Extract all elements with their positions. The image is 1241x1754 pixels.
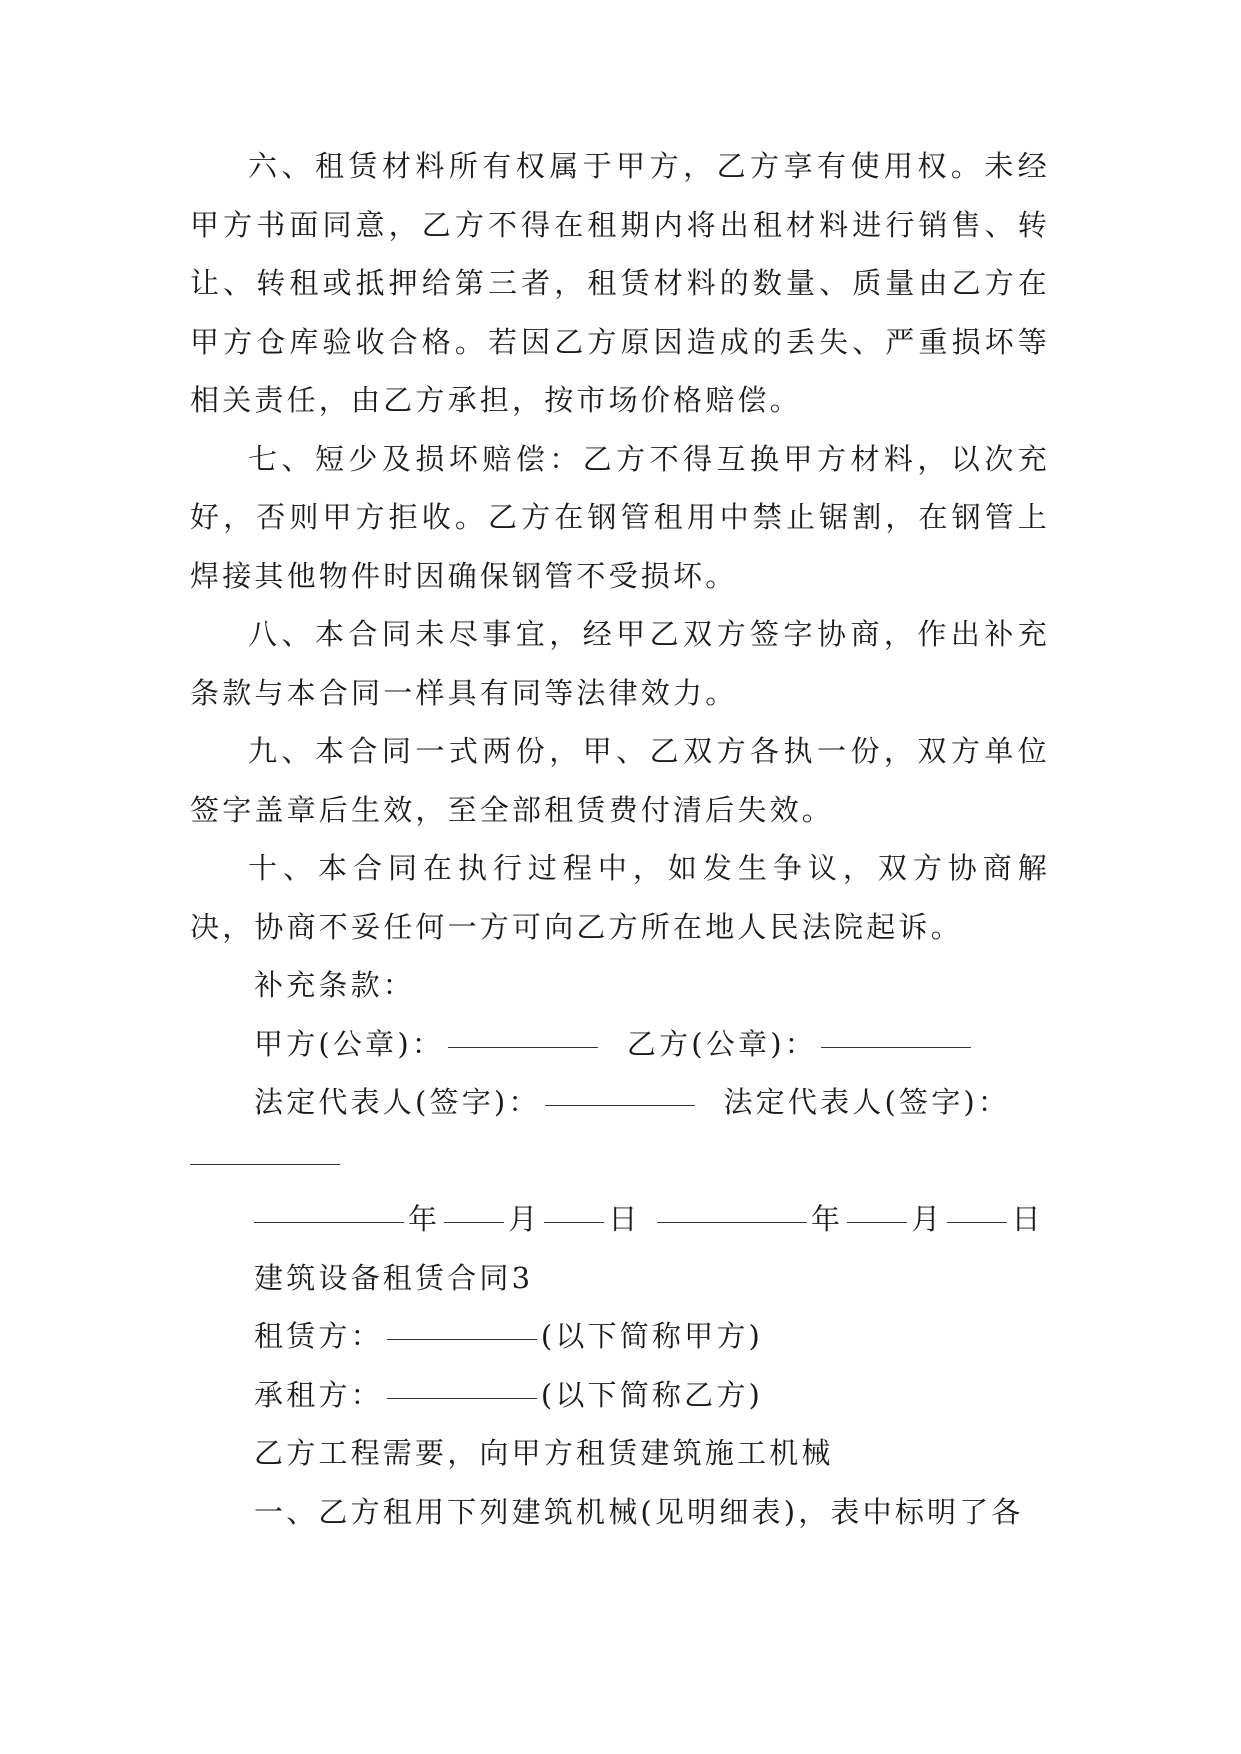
clause-ten: 十、本合同在执行过程中，如发生争议，双方协商解决，协商不妥任何一方可向乙方所在地人民法院起诉。: [190, 851, 1050, 944]
legal-rep-b-blank-line: [190, 1132, 1050, 1191]
clause-eight: 八、本合同未尽事宜，经甲乙双方签字协商，作出补充条款与本合同一样具有同等法律效力。: [190, 617, 1050, 710]
contract3-clause-one: 一、乙方租用下列建筑机械(见明细表)，表中标明了各: [254, 1494, 1024, 1529]
lessor-line: [190, 1307, 1050, 1366]
legal-rep-a-blank: [545, 1104, 695, 1106]
legal-rep-line: [190, 1073, 1050, 1132]
supplement-label: 补充条款：: [254, 968, 416, 1002]
month-b-label: 月: [911, 1202, 944, 1236]
year-b-label: 年: [811, 1202, 844, 1236]
lessee-blank: [387, 1397, 537, 1399]
month-a-label: 月: [508, 1202, 541, 1236]
party-b-seal-label: 乙方(公章)：: [626, 1026, 817, 1061]
legal-rep-b-blank: [190, 1163, 340, 1165]
legal-rep-b-label: 法定代表人(签字)：: [723, 1085, 1011, 1119]
day-a-label: 日: [608, 1202, 641, 1236]
lessee-note: (以下简称乙方): [540, 1377, 764, 1412]
year-a-label: 年: [408, 1202, 441, 1236]
day-a-blank: [544, 1221, 604, 1223]
party-b-seal-blank: [821, 1046, 971, 1048]
party-a-seal-label: 甲方(公章)：: [254, 1026, 445, 1061]
lessor-note: (以下简称甲方): [540, 1319, 764, 1353]
clause-nine: 九、本合同一式两份，甲、乙双方各执一份，双方单位签字盖章后生效，至全部租赁费付清后失效。: [190, 734, 1050, 827]
date-line: [190, 1190, 1050, 1249]
year-b-blank: [657, 1221, 807, 1223]
party-a-seal-blank: [448, 1046, 598, 1048]
lessee-label: 承租方：: [254, 1377, 383, 1412]
month-b-blank: [847, 1221, 907, 1223]
contract3-intro: 乙方工程需要，向甲方租赁建筑施工机械: [254, 1436, 834, 1470]
lessor-label: 租赁方：: [254, 1319, 383, 1353]
lessor-blank: [387, 1338, 537, 1340]
contract-body: [190, 137, 1050, 1541]
seal-line: [190, 1015, 1050, 1074]
day-b-blank: [947, 1221, 1007, 1223]
legal-rep-a-label: 法定代表人(签字)：: [254, 1085, 541, 1119]
day-b-label: 日: [1011, 1202, 1044, 1236]
contract3-title: 建筑设备租赁合同3: [254, 1260, 534, 1295]
lessee-line: [190, 1366, 1050, 1425]
month-a-blank: [444, 1221, 504, 1223]
clause-seven: 七、短少及损坏赔偿：乙方不得互换甲方材料，以次充好，否则甲方拒收。乙方在钢管租用中禁止锯割，在钢管上焊接其他物件时因确保钢管不受损坏。: [190, 441, 1050, 593]
year-a-blank: [254, 1221, 404, 1223]
clause-six: 六、租赁材料所有权属于甲方，乙方享有使用权。未经甲方书面同意，乙方不得在租期内将出租材料进行销售、转让、转租或抵押给第三者，租赁材料的数量、质量由乙方在甲方仓库验收合格。若因乙方原因造成的丢失、严重损坏等相关责任，由乙方承担，按市场价格赔偿。: [190, 149, 1050, 417]
